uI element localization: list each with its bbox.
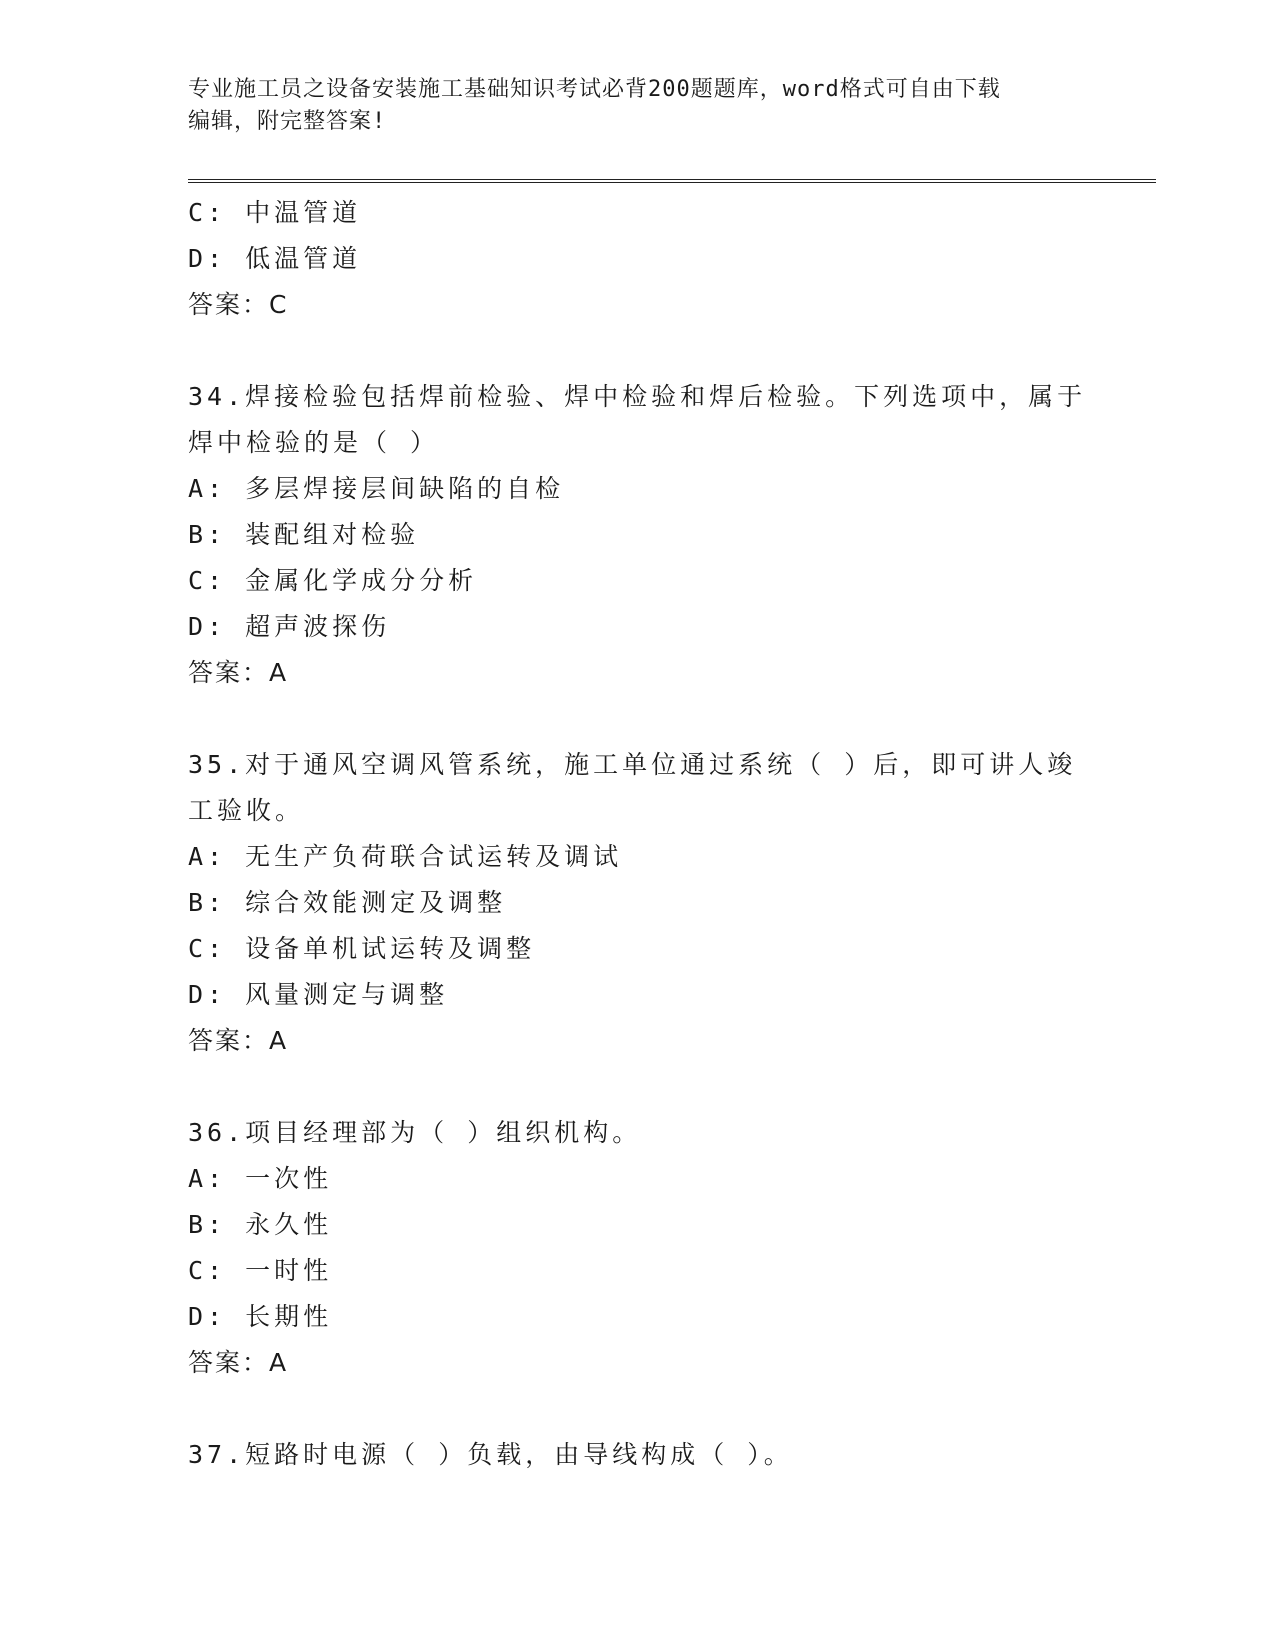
option-d: D: 超声波探伤 bbox=[188, 612, 391, 641]
option-b: B: 装配组对检验 bbox=[188, 520, 420, 549]
header-title-line-2: 编辑，附完整答案! bbox=[188, 109, 387, 134]
question-34 bbox=[188, 374, 1088, 696]
question-37 bbox=[188, 1432, 1088, 1478]
option-d: D: 低温管道 bbox=[188, 244, 362, 273]
question-spacer bbox=[188, 696, 1088, 742]
question-36 bbox=[188, 1110, 1088, 1386]
question-stem-line: 37.短路时电源（ ）负载，由导线构成（ ）。 bbox=[188, 1440, 793, 1469]
option-a: A: 无生产负荷联合试运转及调试 bbox=[188, 842, 623, 871]
question-stem-line: 焊中检验的是（ ） bbox=[188, 428, 440, 457]
question-33-tail bbox=[188, 190, 1088, 328]
question-stem-line: 34.焊接检验包括焊前检验、焊中检验和焊后检验。下列选项中，属于 bbox=[188, 382, 1087, 411]
question-list bbox=[188, 190, 1088, 1478]
option-c: C: 设备单机试运转及调整 bbox=[188, 934, 536, 963]
option-b: B: 综合效能测定及调整 bbox=[188, 888, 507, 917]
option-a: A: 多层焊接层间缺陷的自检 bbox=[188, 474, 565, 503]
question-spacer bbox=[188, 328, 1088, 374]
answer-line: 答案：A bbox=[188, 658, 289, 687]
answer-line: 答案：C bbox=[188, 290, 289, 319]
document-header bbox=[188, 74, 1088, 138]
answer-line: 答案：A bbox=[188, 1348, 289, 1377]
option-c: C: 一时性 bbox=[188, 1256, 333, 1285]
question-stem-line: 36.项目经理部为（ ）组织机构。 bbox=[188, 1118, 642, 1147]
option-d: D: 长期性 bbox=[188, 1302, 333, 1331]
option-c: C: 金属化学成分分析 bbox=[188, 566, 478, 595]
header-divider bbox=[188, 179, 1156, 183]
question-spacer bbox=[188, 1386, 1088, 1432]
option-a: A: 一次性 bbox=[188, 1164, 333, 1193]
answer-line: 答案：A bbox=[188, 1026, 289, 1055]
question-stem-line: 工验收。 bbox=[188, 796, 305, 825]
option-b: B: 永久性 bbox=[188, 1210, 333, 1239]
question-35 bbox=[188, 742, 1088, 1064]
question-stem-line: 35.对于通风空调风管系统，施工单位通过系统（ ）后，即可讲人竣 bbox=[188, 750, 1077, 779]
option-c: C: 中温管道 bbox=[188, 198, 362, 227]
question-spacer bbox=[188, 1064, 1088, 1110]
option-d: D: 风量测定与调整 bbox=[188, 980, 449, 1009]
header-title-line-1: 专业施工员之设备安装施工基础知识考试必背200题题库，word格式可自由下载 bbox=[188, 77, 1001, 102]
